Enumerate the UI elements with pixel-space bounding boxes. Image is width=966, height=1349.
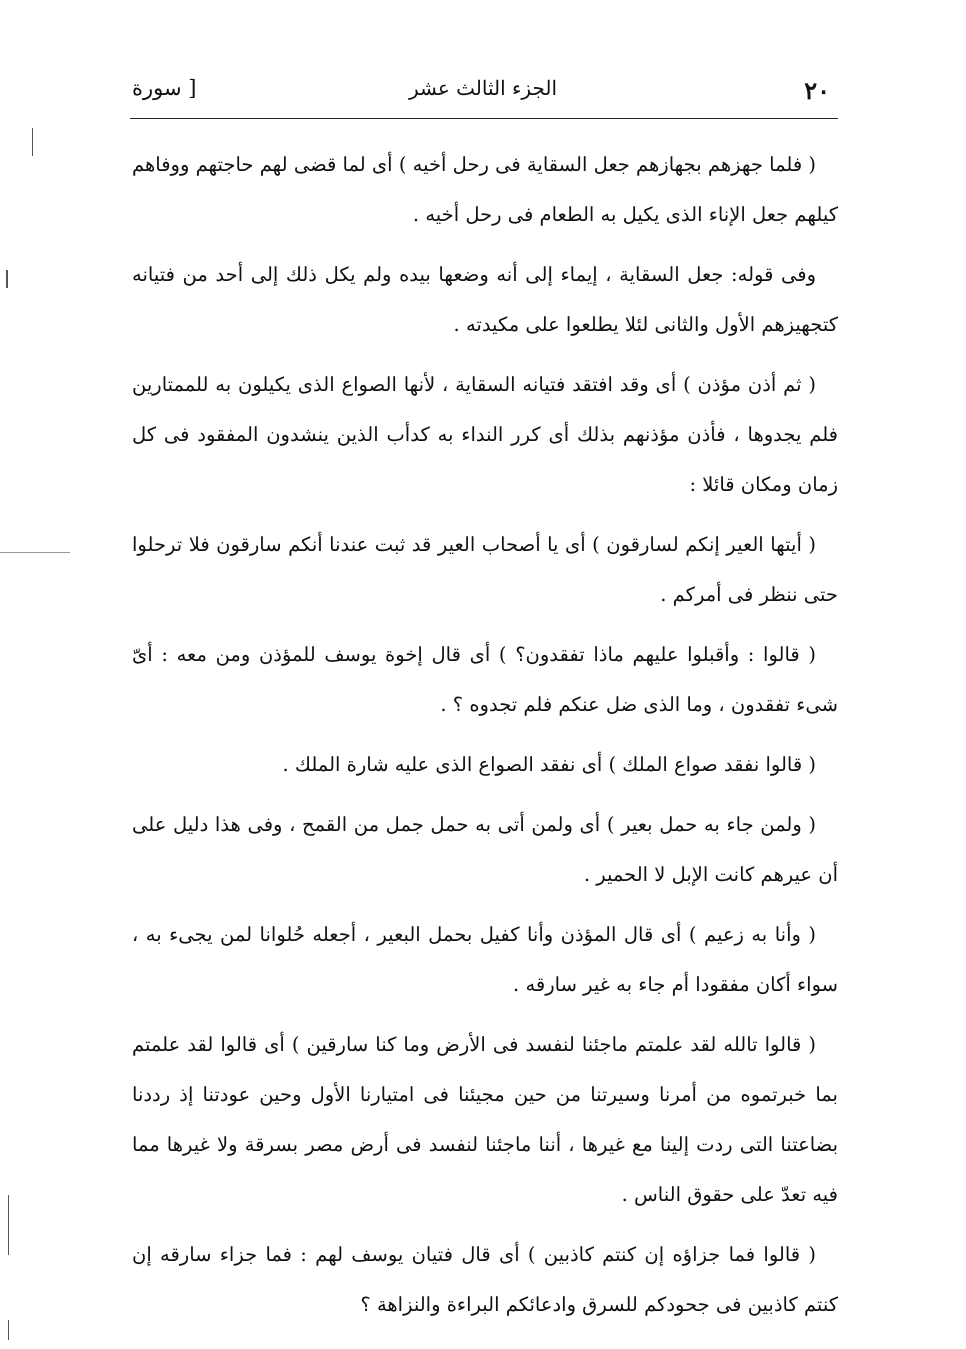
scan-mark [0,552,70,553]
scan-mark [8,1320,9,1340]
page-number: ٢٠ [804,76,830,105]
paragraph: ( ثم أذن مؤذن ) أى وقد افتقد فتيانه السقاية ، لأنها الصواع الذى يكيلون به للممتارين فلم يجدوها ، فأذن مؤذنهم بذلك أى كرر النداء به كدأب الذين ينشدون المفقود فى كل زمان ومكان قائلا : [132,373,838,496]
paragraph: ( قالوا نفقد صواع الملك ) أى نفقد الصواع الذى عليه شارة الملك . [282,753,816,776]
paragraph: ( فلما جهزهم بجهازهم جعل السقاية فى رحل أخيه ) أى لما قضى لهم حاجتهم ووفاهم كيلهم جعل الإناء الذى يكيل به الطعام فى رحل أخيه . [132,153,838,226]
paragraph: ( ولمن جاء به حمل بعير ) أى ولمن أتى به حمل جمل من القمح ، وفى هذا دليل على أن عيرهم كانت الإبل لا الحمير . [132,813,838,886]
paragraph: ( قالوا : وأقبلوا عليهم ماذا تفقدون؟ ) أى قال إخوة يوسف للمؤذن ومن معه : أىّ شىء تفقدون ، وما الذى ضل عنكم فلم تجدوه ؟ . [132,643,838,716]
paragraph: ( قالوا فما جزاؤه إن كنتم كاذبين ) أى قال فتيان يوسف لهم : فما جزاء سارقه إن كنتم كاذبين فى جحودكم للسرق وادعائكم البراءة والنزاهة ؟ [132,1243,838,1316]
scan-mark [8,1195,9,1255]
paragraph: ( أيتها العير إنكم لسارقون ) أى يا أصحاب العير قد ثبت عندنا أنكم سارقون فلا ترحلوا حتى ننظر فى أمركم . [132,533,838,606]
running-title: الجزء الثالث عشر [408,76,558,100]
header-divider [130,118,838,119]
paragraph: ( وأنا به زعيم ) أى قال المؤذن وأنا كفيل بحمل البعير ، أجعله حُلوانا لمن يجىء به ، سواء أكان مفقودا أم جاء به غير سارقه . [132,923,838,996]
paragraph: وفى قوله: جعل السقاية ، إيماء إلى أنه وضعها بيده ولم يكل ذلك إلى أحد من فتيانه كتجهيزهم الأول والثانى لئلا يطلعوا على مكيدته . [132,263,838,336]
paragraph: ( قالوا تالله لقد علمتم ماجئنا لنفسد فى الأرض وما كنا سارقين ) أى قالوا لقد علمتم بما خبرتموه من أمرنا وسيرتنا من حين مجيئنا فى امتيارنا الأول وحين عودتنا إذ رددنا بضاعتنا التى ردت إلينا مع غيرها ، أننا ماجئنا لنفسد فى أرض مصر بسرقة ولا غيرها مما فيه تعدّ على حقوق الناس . [132,1033,838,1206]
tafsir-body [132,140,838,1340]
page-header [128,72,838,108]
scan-mark [6,270,8,288]
scan-mark [32,128,33,156]
surah-label: [ سورة [132,76,197,100]
